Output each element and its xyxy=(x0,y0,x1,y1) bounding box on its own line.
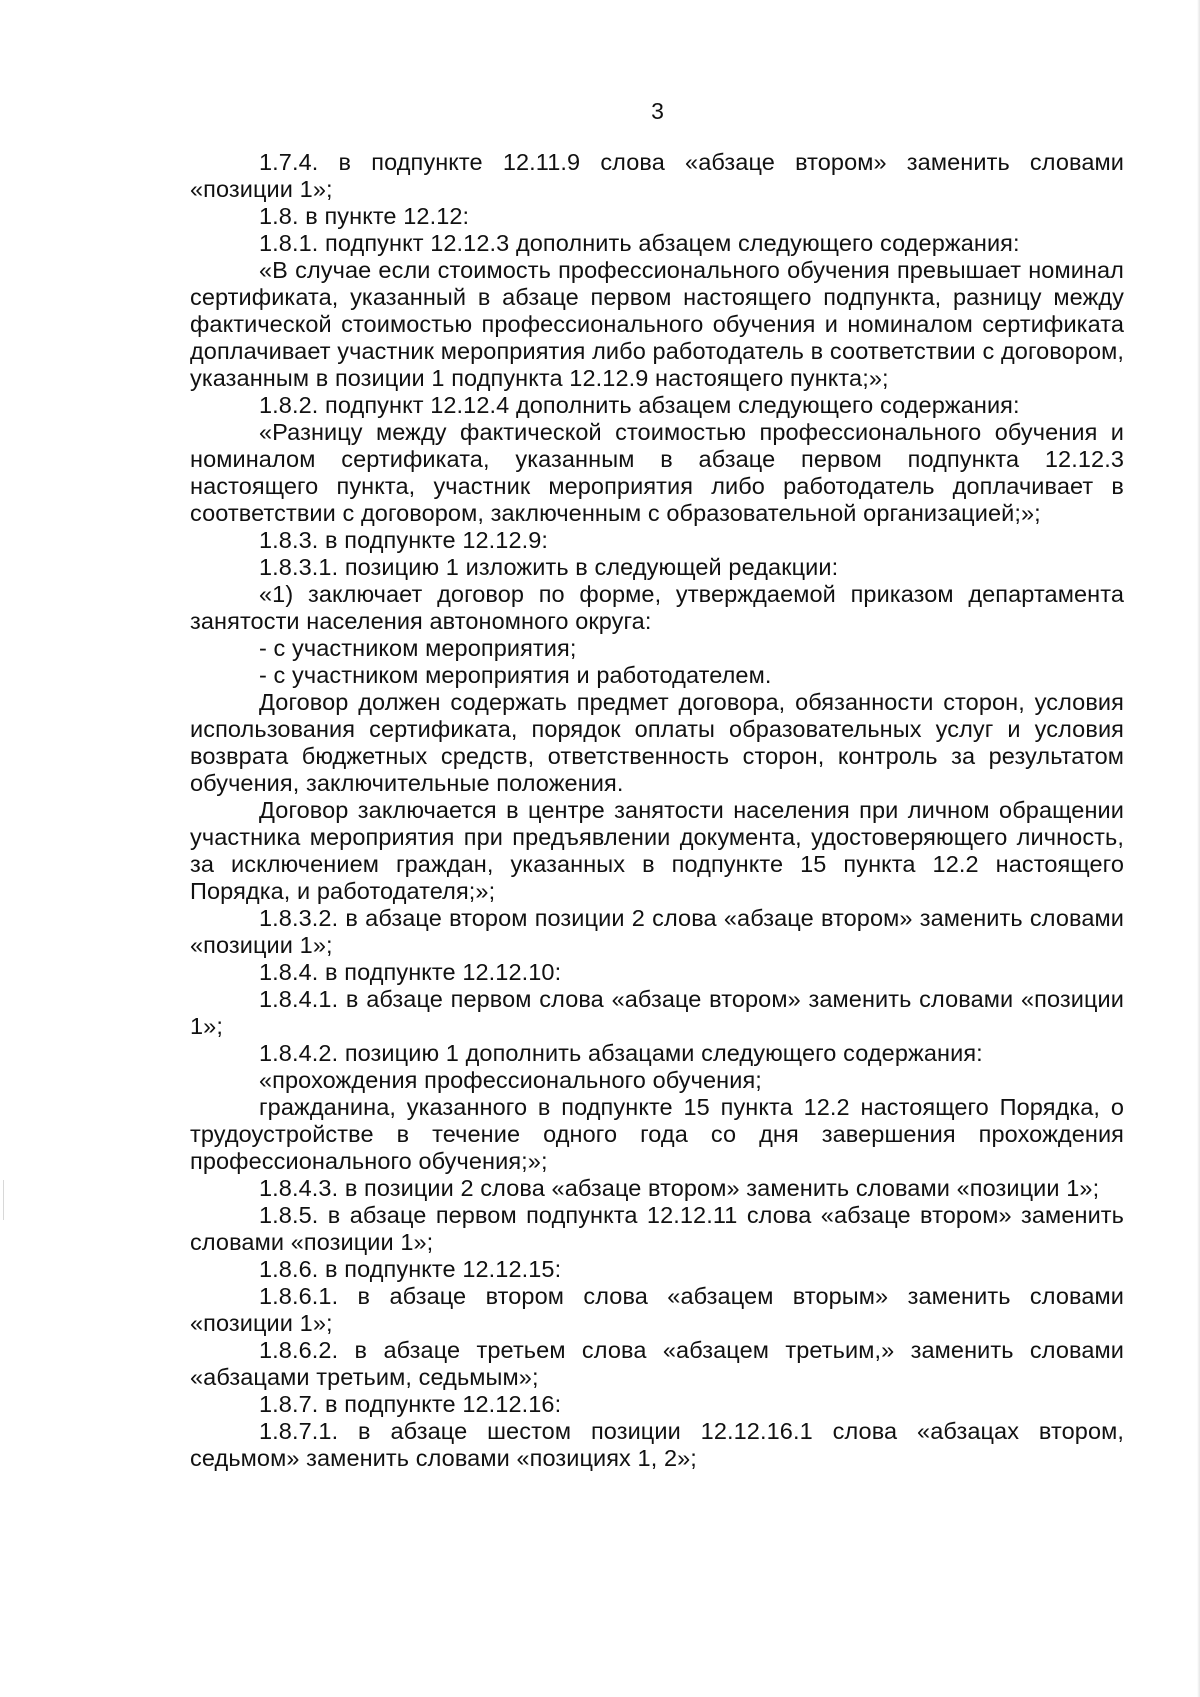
paragraph-1-8-3-1: 1.8.3.1. позицию 1 изложить в следующей редакции: xyxy=(259,554,839,580)
paragraph-dash-participant: - с участником мероприятия; xyxy=(259,635,577,661)
paragraph-1-8-2: 1.8.2. подпункт 12.12.4 дополнить абзацем следующего содержания: xyxy=(259,392,1020,418)
page-number: 3 xyxy=(651,98,664,124)
paragraph-1-8-4-2: 1.8.4.2. позицию 1 дополнить абзацами следующего содержания: xyxy=(259,1040,983,1066)
paragraph-1-8-6-1: 1.8.6.1. в абзаце втором слова «абзацем вторым» заменить словами «позиции 1»; xyxy=(190,1283,1124,1336)
paragraph-quote-12-12-3: «В случае если стоимость профессионального обучения превышает номинал сертификата, указанный в абзаце первом настоящего подпункта, разницу между фактической стоимостью профессионального обучения и номиналом сертификата доплачивает участник мероприятия либо работодатель в соответствии с договором, указанным в позиции 1 подпункта 12.12.9 настоящего пункта;»; xyxy=(190,257,1124,391)
paragraph-1-8-4-3: 1.8.4.3. в позиции 2 слова «абзаце втором» заменить словами «позиции 1»; xyxy=(259,1175,1100,1201)
paragraph-1-8: 1.8. в пункте 12.12: xyxy=(259,203,470,229)
document-body xyxy=(190,149,1124,1472)
scan-margin-mark xyxy=(3,1180,4,1220)
paragraph-quote-training: «прохождения профессионального обучения; xyxy=(259,1067,762,1093)
paragraph-1-8-1: 1.8.1. подпункт 12.12.3 дополнить абзацем следующего содержания: xyxy=(259,230,1020,256)
paragraph-1-8-3: 1.8.3. в подпункте 12.12.9: xyxy=(259,527,549,553)
paragraph-1-8-6: 1.8.6. в подпункте 12.12.15: xyxy=(259,1256,562,1282)
paragraph-1-8-7: 1.8.7. в подпункте 12.12.16: xyxy=(259,1391,562,1417)
paragraph-1-8-6-2: 1.8.6.2. в абзаце третьем слова «абзацем третьим,» заменить словами «абзацами третьим, седьмым»; xyxy=(190,1337,1124,1390)
paragraph-1-8-7-1: 1.8.7.1. в абзаце шестом позиции 12.12.16.1 слова «абзацах втором, седьмом» заменить словами «позициях 1, 2»; xyxy=(190,1418,1124,1471)
paragraph-contract-content: Договор должен содержать предмет договора, обязанности сторон, условия использования сертификата, порядок оплаты образовательных услуг и условия возврата бюджетных средств, ответственность сторон, контроль за результатом обучения, заключительные положения. xyxy=(190,689,1124,796)
paragraph-1-8-4: 1.8.4. в подпункте 12.12.10: xyxy=(259,959,562,985)
paragraph-dash-participant-employer: - с участником мероприятия и работодателем. xyxy=(259,662,772,688)
paragraph-1-8-4-1: 1.8.4.1. в абзаце первом слова «абзаце втором» заменить словами «позиции 1»; xyxy=(190,986,1124,1039)
paragraph-1-8-3-2: 1.8.3.2. в абзаце втором позиции 2 слова «абзаце втором» заменить словами «позиции 1»; xyxy=(190,905,1124,958)
paragraph-1-8-5: 1.8.5. в абзаце первом подпункта 12.12.11 слова «абзаце втором» заменить словами «позиции 1»; xyxy=(190,1202,1124,1255)
paragraph-quote-position-1: «1) заключает договор по форме, утверждаемой приказом департамента занятости населения автономного округа: xyxy=(190,581,1124,634)
paragraph-1-7-4: 1.7.4. в подпункте 12.11.9 слова «абзаце втором» заменить словами «позиции 1»; xyxy=(190,149,1124,202)
paragraph-quote-12-12-4: «Разницу между фактической стоимостью профессионального обучения и номиналом сертификата, указанным в абзаце первом подпункта 12.12.3 настоящего пункта, участник мероприятия либо работодатель доплачивает в соответствии с договором, заключенным с образовательной организацией;»; xyxy=(190,419,1124,526)
paragraph-citizen-employment: гражданина, указанного в подпункте 15 пункта 12.2 настоящего Порядка, о трудоустройстве в течение одного года со дня завершения прохождения профессионального обучения;»; xyxy=(190,1094,1124,1174)
paragraph-contract-conclusion: Договор заключается в центре занятости населения при личном обращении участника мероприятия при предъявлении документа, удостоверяющего личность, за исключением граждан, указанных в подпункте 15 пункта 12.2 настоящего Порядка, и работодателя;»; xyxy=(190,797,1124,904)
